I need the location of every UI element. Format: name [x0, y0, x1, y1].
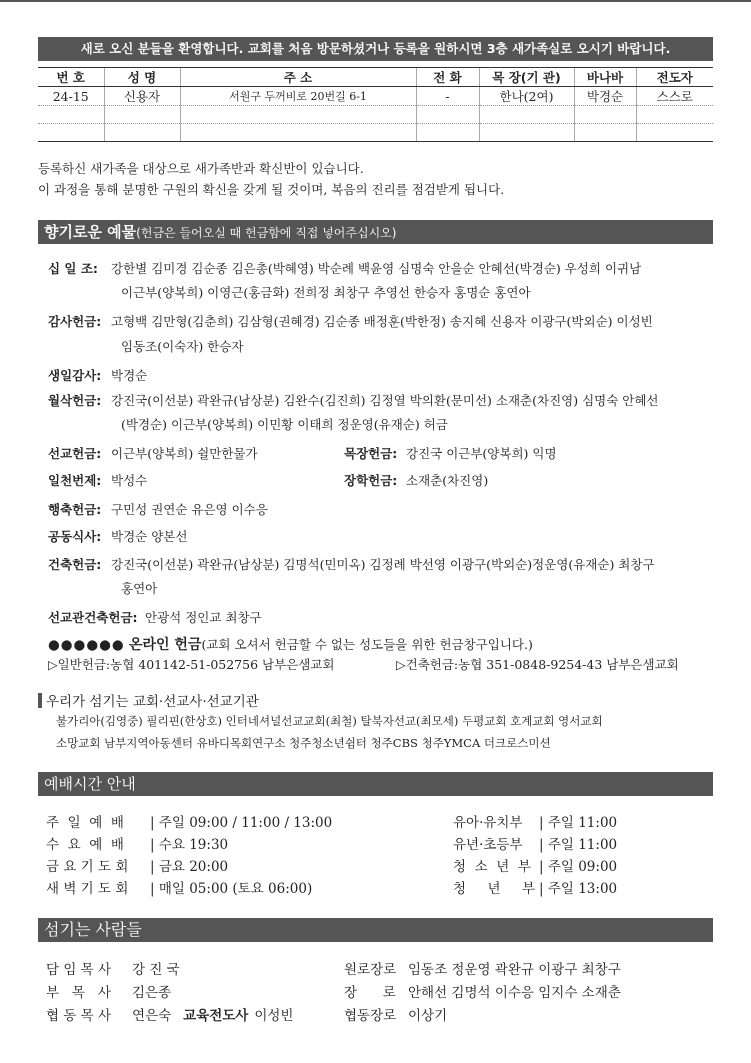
- staff-person: 안해선 김명석 이수응 임지수 소재춘: [408, 985, 621, 1001]
- staff-cooperating: [46, 1004, 293, 1024]
- online-offering-note: (교회 오셔서 헌금할 수 없는 성도들을 위한 헌금창구입니다.): [201, 637, 533, 652]
- cell-barnabas: [574, 106, 636, 124]
- worship-time: | 주일 09:00 / 11:00 / 13:00: [150, 815, 333, 831]
- worship-name: 주 일 예 배: [46, 815, 124, 831]
- cell-name: 신용자: [104, 87, 180, 106]
- cell-address: [180, 106, 416, 124]
- dept-time: | 주일 09:00: [539, 859, 618, 875]
- online-offering-line: [48, 634, 533, 654]
- col-phone: 전 화: [416, 68, 479, 87]
- cell-evangelist: 스스로: [636, 87, 713, 106]
- dept-time: | 주일 11:00: [539, 815, 618, 831]
- dept-name: 청 소 년 부: [453, 859, 531, 875]
- meal-names: 박경순 양본선: [111, 529, 188, 544]
- cell-evangelist: [636, 124, 713, 142]
- staff-role: 교육전도사: [183, 1008, 249, 1024]
- offering-section-header: [38, 220, 713, 244]
- table-row: [38, 87, 713, 106]
- worship-name: 새 벽 기 도 회: [46, 881, 129, 897]
- dept-row: [453, 833, 617, 853]
- table-header-row: [38, 68, 713, 87]
- staff-associate: [46, 981, 171, 1001]
- worship-section-header: [38, 772, 713, 796]
- cell-number: 24-15: [38, 87, 104, 106]
- shepherd-names: 강진국 이근부(양복희) 익명: [406, 446, 557, 461]
- cell-barnabas: [574, 124, 636, 142]
- col-barnabas: 바나바: [574, 68, 636, 87]
- birthday-label: 생일감사:: [48, 368, 102, 383]
- staff-role: 장 로: [344, 985, 396, 1001]
- dept-time: | 주일 11:00: [539, 837, 618, 853]
- thanks-label: 감사헌금:: [48, 314, 102, 329]
- top-divider: [0, 0, 751, 2]
- staff-role: 담 임 목 사: [46, 962, 112, 978]
- scholarship-names: 소재춘(차진영): [406, 473, 489, 488]
- dots-icon: ●●●●●●: [48, 637, 125, 653]
- dept-row: [453, 877, 617, 897]
- monthly-names-2: (박경순) 이근부(양복희) 이민황 이태희 정운영(유재순) 허금: [121, 417, 448, 432]
- staff-role: 협 동 목 사: [46, 1008, 112, 1024]
- serving-title: [38, 690, 259, 710]
- staff-coop-elder: [344, 1004, 447, 1024]
- monthly-names-1: 강진국(이선분) 곽완규(남상분) 김완수(김진희) 김정열 박의환(문미선) 소재춘(차진영) 심명숙 안혜선: [111, 393, 659, 408]
- onethousand-names: 박성수: [111, 473, 148, 488]
- cell-name: [104, 106, 180, 124]
- staff-role: 협동장로: [344, 1008, 397, 1024]
- cell-number: [38, 106, 104, 124]
- staff-person: 김은종: [132, 985, 172, 1001]
- col-evangelist: 전도자: [636, 68, 713, 87]
- cell-group: 한나(2여): [479, 87, 574, 106]
- thanks-names-1: 고형백 김만형(김춘희) 김삼형(권혜경) 김순종 배정훈(박한정) 송지혜 신용자 이광구(박외순) 이성빈: [111, 314, 653, 329]
- serving-title-text: 우리가 섬기는 교회·선교사·선교기관: [46, 694, 259, 710]
- worship-name: 수 요 예 배: [46, 837, 124, 853]
- happy-names: 구민성 권연순 유은영 이수응: [111, 502, 268, 517]
- staff-person: 이성빈: [254, 1008, 294, 1024]
- newcomer-registry-table: [38, 67, 713, 142]
- staff-role: 부 목 사: [46, 985, 111, 1001]
- monthly-label: 월삭헌금:: [48, 393, 102, 408]
- staff-elder: [344, 958, 621, 978]
- cell-number: [38, 124, 104, 142]
- worship-row: [46, 811, 332, 831]
- cell-name: [104, 124, 180, 142]
- cell-phone: [416, 106, 479, 124]
- dept-time: | 주일 13:00: [539, 881, 618, 897]
- col-group: 목 장(기 관): [479, 68, 574, 87]
- staff-section-header: [38, 918, 713, 942]
- building-label: 건축헌금:: [48, 557, 102, 572]
- staff-role: 원로장로: [344, 962, 397, 978]
- scholarship-label: 장학헌금:: [344, 473, 398, 488]
- staff-person: 강 진 국: [132, 962, 180, 978]
- birthday-names: 박경순: [111, 368, 148, 383]
- col-name: 성 명: [104, 68, 180, 87]
- shepherd-label: 목장헌금:: [344, 446, 398, 461]
- staff-title: 섬기는 사람들: [44, 920, 142, 939]
- serving-list-2: 소망교회 남부지역아동센터 유바디목회연구소 청주청소년쉼터 청주CBS 청주YMCA 더크로스미션: [56, 736, 551, 750]
- building-names-2: 홍연아: [121, 581, 158, 596]
- welcome-banner: 새로 오신 분들을 환영합니다. 교회를 처음 방문하셨거나 등록을 원하시면 3층 새가족실로 오시기 바랍니다.: [38, 37, 713, 61]
- cell-address: 서원구 두꺼비로 20번길 6-1: [180, 87, 416, 106]
- newcomer-note-1: 등록하신 새가족을 대상으로 새가족반과 확신반이 있습니다.: [38, 161, 364, 176]
- missionhall-label: 선교관건축헌금:: [48, 610, 138, 625]
- worship-row: [46, 833, 228, 853]
- cell-barnabas: 박경순: [574, 87, 636, 106]
- col-number: 번 호: [38, 68, 104, 87]
- meal-label: 공동식사:: [48, 529, 102, 544]
- happy-label: 행축헌금:: [48, 502, 102, 517]
- onethousand-label: 일천번제:: [48, 473, 102, 488]
- staff-senior: [46, 958, 180, 978]
- dept-row: [453, 811, 617, 831]
- worship-row: [46, 855, 228, 875]
- account-general: ▷일반헌금:농협 401142-51-052756 남부은샘교회: [48, 657, 335, 672]
- worship-title: 예배시간 안내: [44, 775, 136, 793]
- tithe-label: 십 일 조:: [48, 261, 98, 276]
- staff-person: 연은숙: [132, 1008, 172, 1024]
- offering-title: 향기로운 예물: [44, 223, 137, 241]
- worship-time: | 수요 19:30: [150, 837, 229, 853]
- cell-group: [479, 106, 574, 124]
- worship-name: 금 요 기 도 회: [46, 859, 129, 875]
- staff-active-elder: [344, 981, 621, 1001]
- worship-time: | 매일 05:00 (토요 06:00): [150, 881, 313, 897]
- table-row: [38, 106, 713, 124]
- dept-row: [453, 855, 617, 875]
- cell-evangelist: [636, 106, 713, 124]
- tithe-names-2: 이근부(양복희) 이영근(홍금화) 전희정 최창구 추영선 한승자 홍명순 홍연아: [121, 285, 531, 300]
- cell-group: [479, 124, 574, 142]
- dept-name: 유아·유치부: [453, 815, 523, 831]
- col-address: 주 소: [180, 68, 416, 87]
- newcomer-note-2: 이 과정을 통해 분명한 구원의 확신을 갖게 될 것이며, 복음의 진리를 점검받게 됩니다.: [38, 182, 505, 197]
- table-row: [38, 124, 713, 142]
- online-offering-title: 온라인 헌금: [128, 637, 202, 653]
- mission-label: 선교헌금:: [48, 446, 102, 461]
- tithe-names-1: 강한별 김미경 김순종 김은총(박혜영) 박순례 백윤영 심명숙 안을순 안혜선(박경순) 우성희 이귀남: [111, 261, 642, 276]
- cell-phone: [416, 124, 479, 142]
- thanks-names-2: 임동조(이숙자) 한승자: [121, 339, 244, 354]
- dept-name: 청 년 부: [453, 881, 536, 897]
- staff-person: 임동조 정운영 곽완규 이광구 최창구: [408, 962, 621, 978]
- worship-time: | 금요 20:00: [150, 859, 229, 875]
- serving-list-1: 불가리아(김영중) 필리핀(한상호) 인터네셔널선교교회(최철) 탈북자선교(최모세) 두평교회 호계교회 영서교회: [56, 714, 603, 728]
- account-building: ▷건축헌금:농협 351-0848-9254-43 남부은샘교회: [396, 657, 679, 672]
- missionhall-names: 안광석 정인교 최창구: [145, 610, 262, 625]
- section-marker-icon: [38, 693, 42, 708]
- cell-phone: -: [416, 87, 479, 106]
- staff-person: 이상기: [408, 1008, 448, 1024]
- dept-name: 유년·초등부: [453, 837, 523, 853]
- offering-title-note: (헌금은 들어오실 때 헌금함에 직접 넣어주십시오): [136, 226, 397, 240]
- worship-row: [46, 877, 312, 897]
- mission-names: 이근부(양복희) 쉴만한물가: [111, 446, 258, 461]
- cell-address: [180, 124, 416, 142]
- building-names-1: 강진국(이선분) 곽완규(남상분) 김명석(민미옥) 김정례 박선영 이광구(박외순)정운영(유재순) 최창구: [111, 557, 655, 572]
